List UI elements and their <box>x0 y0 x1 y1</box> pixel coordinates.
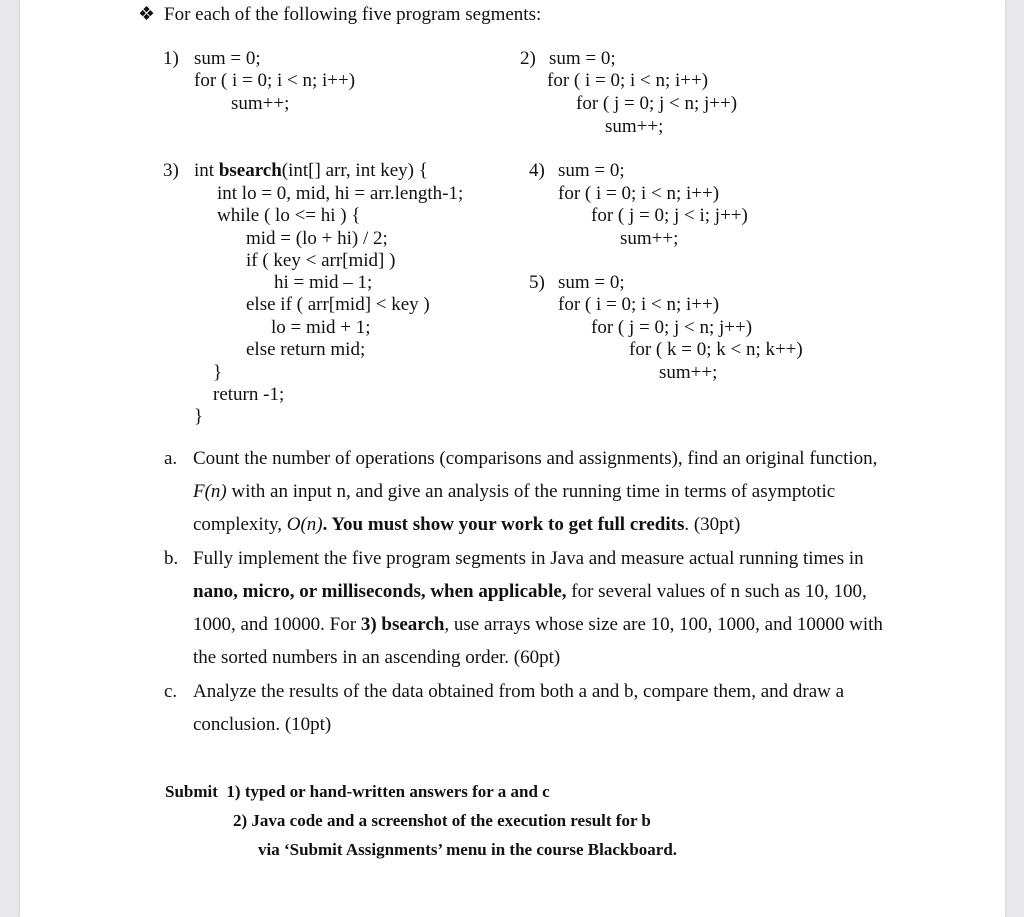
question-a <box>164 442 893 541</box>
code-line: for ( k = 0; k < n; k++) <box>629 339 803 360</box>
question-text: Fully implement the five program segments in Java and measure actual running times in <box>193 548 864 569</box>
question-text: for several values of n such as 10, 100, 1000, and 10000. For <box>193 581 867 635</box>
code-line: for ( i = 0; i < n; i++) <box>558 183 720 204</box>
segment-number: 5) <box>529 272 545 293</box>
code-line: mid = (lo + hi) / 2; <box>246 228 388 249</box>
signature-params: (int[] arr, int key) { <box>281 160 428 181</box>
question-label: a. <box>164 448 178 469</box>
code-line: sum++; <box>659 362 718 383</box>
question-b <box>164 542 893 674</box>
question-c <box>164 675 893 741</box>
function-symbol: F(n) <box>193 481 227 502</box>
code-line: lo = mid + 1; <box>271 317 371 338</box>
question-label: b. <box>164 548 179 569</box>
code-line: for ( j = 0; j < i; j++) <box>591 205 748 226</box>
code-line: int lo = 0, mid, hi = arr.length-1; <box>217 183 464 204</box>
segment-number: 4) <box>529 160 545 181</box>
submit-line: Submit 1) typed or hand-written answers for a and c <box>165 782 550 801</box>
code-line: hi = mid – 1; <box>274 272 373 293</box>
question-text: with an input n, and give an analysis of the running time in terms of asymptotic complexity, <box>193 481 836 535</box>
question-text: Analyze the results of the data obtained from both a and b, compare them, and draw a conclusion. (10pt) <box>193 681 845 735</box>
code-line: else if ( arr[mid] < key ) <box>246 294 430 315</box>
function-signature <box>194 160 428 182</box>
signature-prefix: int <box>194 160 219 181</box>
code-line: sum++; <box>231 93 290 114</box>
complexity-symbol: O(n) <box>286 514 323 535</box>
document-page <box>20 0 1005 917</box>
code-line: return -1; <box>213 384 285 405</box>
code-line: } <box>213 362 223 383</box>
code-line: for ( j = 0; j < n; j++) <box>591 317 753 338</box>
code-line: if ( key < arr[mid] ) <box>246 250 396 271</box>
code-line: for ( j = 0; j < n; j++) <box>576 93 738 114</box>
bullet-icon: ❖ <box>138 4 156 25</box>
submit-line: 2) Java code and a screenshot of the execution result for b <box>233 811 651 830</box>
function-name: bsearch <box>218 160 282 181</box>
code-line: else return mid; <box>246 339 366 360</box>
submit-line: via ‘Submit Assignments’ menu in the course Blackboard. <box>258 840 678 859</box>
code-line: sum = 0; <box>558 272 625 293</box>
question-text: , use arrays whose size are 10, 100, 1000, and 10000 with the sorted numbers in an ascending order. (60pt) <box>193 614 883 668</box>
emphasis-text: nano, micro, or milliseconds, when applicable, <box>193 581 567 602</box>
question-text: Count the number of operations (comparisons and assignments), find an original function, <box>193 448 878 469</box>
emphasis-text: 3) bsearch <box>360 614 445 635</box>
segment-number: 3) <box>163 160 179 181</box>
code-line: for ( i = 0; i < n; i++) <box>558 294 720 315</box>
segment-number: 2) <box>520 48 536 69</box>
code-line: } <box>194 406 204 427</box>
code-line: for ( i = 0; i < n; i++) <box>194 70 356 91</box>
code-line: sum = 0; <box>194 48 261 69</box>
code-line: for ( i = 0; i < n; i++) <box>547 70 709 91</box>
segment-number: 1) <box>163 48 179 69</box>
code-line: while ( lo <= hi ) { <box>217 205 361 226</box>
emphasis-text: . You must show your work to get full credits <box>322 514 685 535</box>
question-label: c. <box>164 681 178 702</box>
points-text: . (30pt) <box>684 514 741 535</box>
code-line: sum++; <box>605 116 664 137</box>
code-line: sum++; <box>620 228 679 249</box>
code-line: sum = 0; <box>558 160 625 181</box>
code-line: sum = 0; <box>549 48 616 69</box>
intro-text: For each of the following five program segments: <box>164 4 542 25</box>
